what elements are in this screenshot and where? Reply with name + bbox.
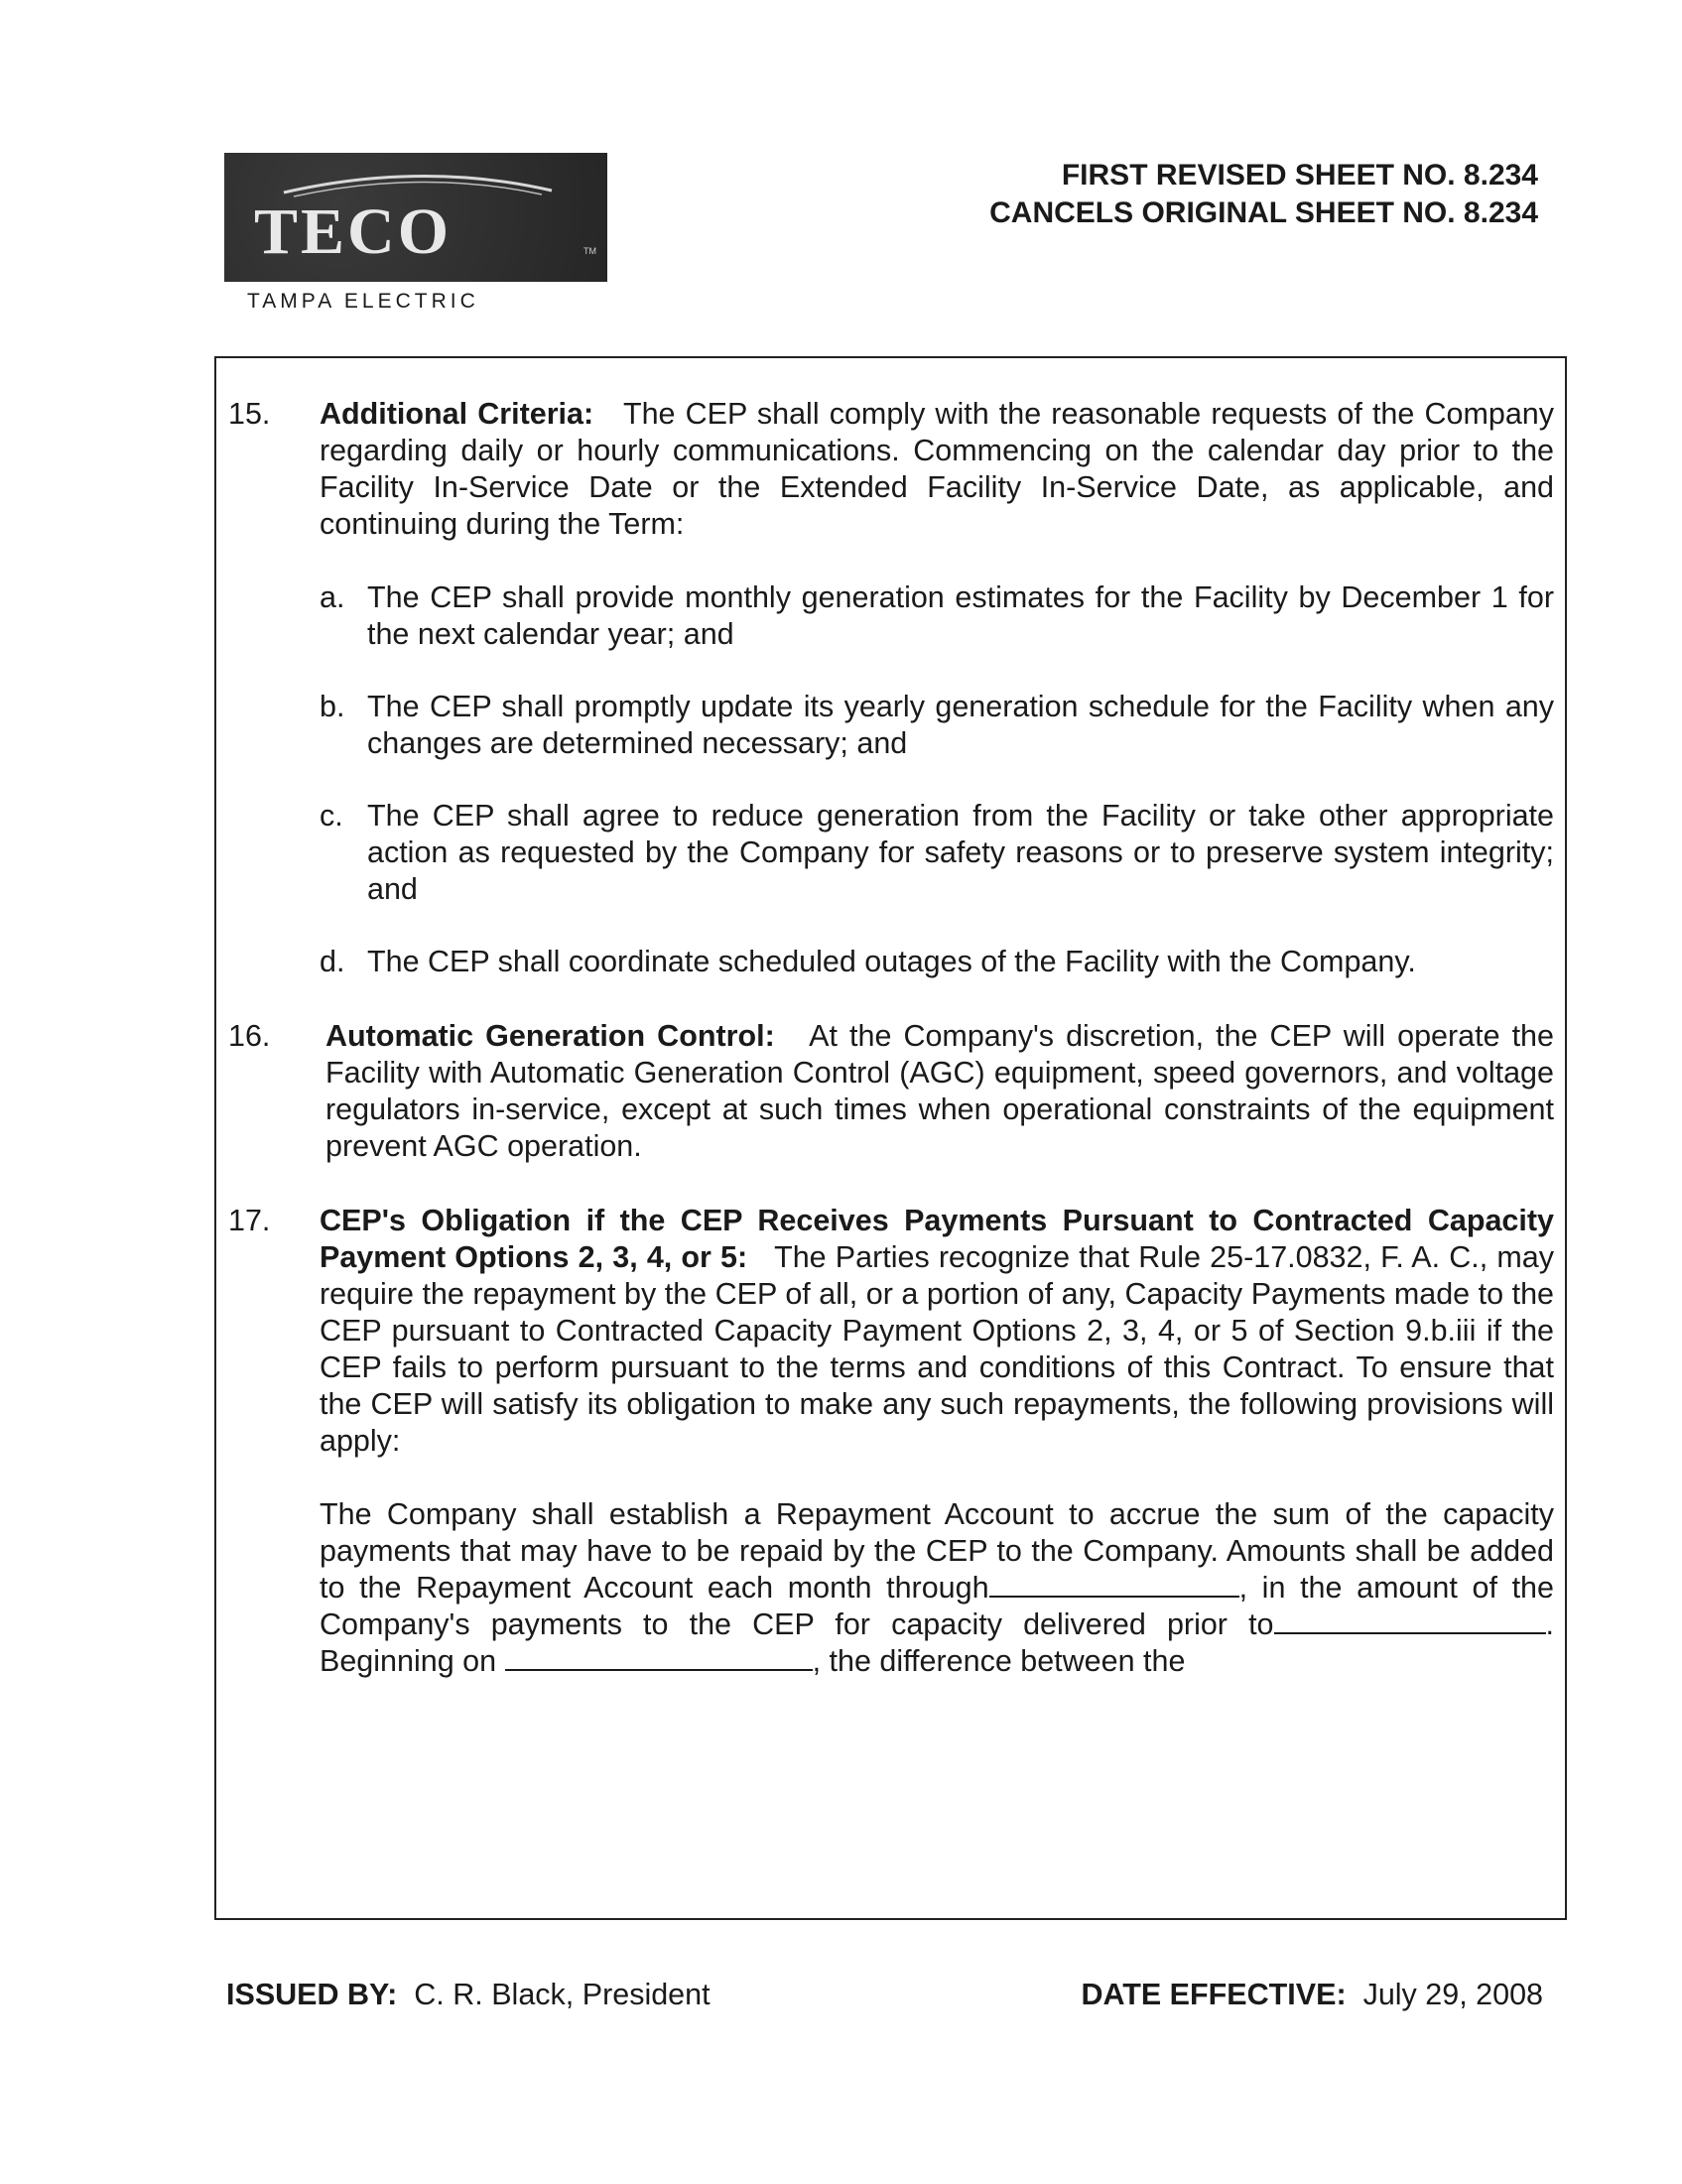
repayment-text-1: The Company shall establish a Repayment Account to accrue the sum of the capacity payments that may have to be repaid by the CEP to the Company. Amounts shall be added to the Repayment Account each month through: [320, 1497, 1554, 1605]
date-effective-value: July 29, 2008: [1362, 1978, 1543, 2011]
through-date-blank: [989, 1570, 1239, 1598]
issued-by: [226, 1978, 711, 2012]
repayment-text-2: , in the amount of the Company's payments to the CEP for capacity delivered prior to: [320, 1571, 1554, 1641]
section-17-heading: CEP's Obligation if the CEP Receives Payments Pursuant to Contracted Capacity Payment Options 2, 3, 4, or 5:: [320, 1204, 1554, 1274]
section-15-heading: Additional Criteria:: [320, 397, 594, 431]
date-effective: [1081, 1978, 1543, 2012]
company-name: TAMPA ELECTRIC: [247, 290, 479, 313]
item-b-letter: b.: [320, 690, 345, 723]
section-15-number: 15.: [228, 397, 271, 431]
section-15-body: [320, 396, 1554, 543]
item-d-letter: d.: [320, 945, 345, 978]
section-16-text: At the Company's discretion, the CEP will operate the Facility with Automatic Generation Control (AGC) equipment, speed governors, and voltage regulators in-service, except at such times when operational constraints of the equipment prevent AGC operation.: [325, 1019, 1554, 1163]
logo-wordmark: TECO: [254, 195, 453, 268]
section-17-body: [320, 1203, 1554, 1460]
issued-by-label: ISSUED BY:: [226, 1978, 398, 2011]
sheet-header: [989, 157, 1538, 232]
section-15-text: The CEP shall comply with the reasonable requests of the Company regarding daily or hourly communications. Commencing on the calendar day prior to the Facility In-Service Date or the Extended Facility In-Service Date, as applicable, and continuing during the Term:: [320, 397, 1555, 541]
item-d-text: The CEP shall coordinate scheduled outages of the Facility with the Company.: [367, 945, 1416, 978]
repayment-text-3: . Beginning on: [320, 1607, 1554, 1678]
section-16-body: [325, 1018, 1554, 1165]
repayment-text-4: , the difference between the: [812, 1644, 1186, 1678]
teco-logo: [224, 153, 607, 282]
section-17-text: The Parties recognize that Rule 25-17.0832, F. A. C., may require the repayment by the CEP of all, or a portion of any, Capacity Payments made to the CEP pursuant to Contracted Capacity Payment Options 2, 3, 4, or 5 of Section 9.b.iii if the CEP fails to perform pursuant to the terms and conditions of this Contract. To ensure that the CEP will satisfy its obligation to make any such repayments, the following provisions will apply:: [320, 1240, 1554, 1458]
prior-to-date-blank: [1274, 1606, 1546, 1634]
section-16-number: 16.: [228, 1019, 271, 1053]
item-c-text: The CEP shall agree to reduce generation from the Facility or take other appropriate action as requested by the Company for safety reasons or to preserve system integrity; and: [367, 799, 1554, 906]
beginning-date-blank: [505, 1643, 813, 1671]
item-a-letter: a.: [320, 580, 345, 614]
item-a-text: The CEP shall provide monthly generation estimates for the Facility by December 1 for the next calendar year; and: [367, 580, 1554, 651]
issued-by-value: C. R. Black, President: [414, 1978, 711, 2011]
sheet-cancels: CANCELS ORIGINAL SHEET NO. 8.234: [989, 196, 1538, 229]
section-17-number: 17.: [228, 1204, 271, 1237]
item-b-text: The CEP shall promptly update its yearly generation schedule for the Facility when any changes are determined necessary; and: [367, 690, 1554, 760]
item-c-letter: c.: [320, 799, 343, 833]
section-16-heading: Automatic Generation Control:: [325, 1019, 775, 1053]
logo-trademark: TM: [583, 246, 596, 256]
sheet-number: FIRST REVISED SHEET NO. 8.234: [1061, 159, 1538, 192]
section-17-repayment-paragraph: [320, 1496, 1554, 1680]
date-effective-label: DATE EFFECTIVE:: [1081, 1978, 1347, 2011]
